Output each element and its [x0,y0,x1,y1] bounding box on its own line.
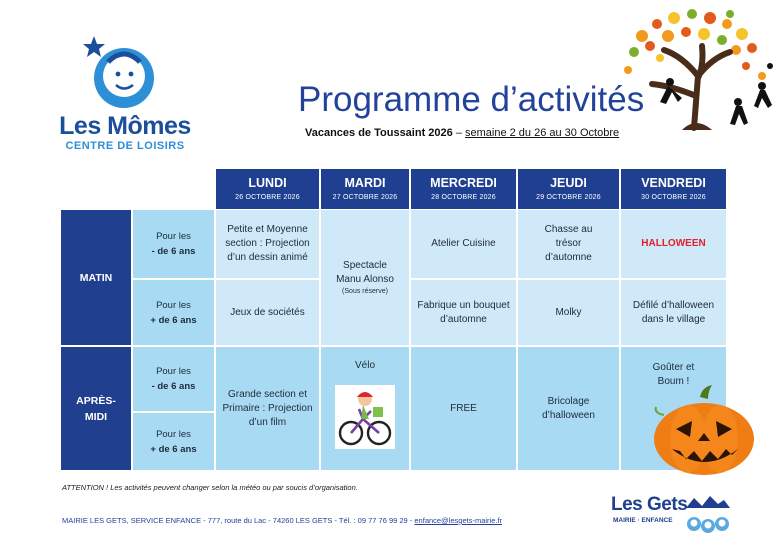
mercredi-morning-over6 [411,280,516,345]
activity-text: Défilé d’halloween dans le village [632,299,715,325]
autumn-tree-illustration [612,6,780,136]
group-under6-afternoon [133,347,214,411]
day-date: 26 OCTOBRE 2026 [235,193,300,201]
bicycle-kid-image [335,385,395,449]
contact-email-link[interactable]: enfance@lesgets-mairie.fr [414,516,503,525]
period-apres-midi [61,347,131,470]
period-label-line1: APRÈS- [76,394,116,407]
activity-text-halloween: HALLOWEEN [641,238,706,249]
header-mardi [321,169,409,209]
day-label: VENDREDI [641,175,706,190]
day-label: MARDI [344,175,386,190]
activity-text: Petite et Moyenne section : Projection d’un dessin animé [225,224,310,263]
contact-line [62,516,502,525]
group-age: - de 6 ans [151,246,196,257]
activity-text: Atelier Cuisine [431,238,496,249]
page-title: Programme d’activités [298,80,645,119]
logo-name: Les Mômes [59,112,191,140]
lundi-morning-under6 [216,210,319,278]
group-prefix: Pour les [156,231,191,242]
group-prefix: Pour les [156,299,191,311]
logo-subtitle: CENTRE DE LOISIRS [65,140,185,152]
header-lundi [216,169,319,209]
les-gets-brand: Les Gets [611,494,688,515]
group-prefix: Pour les [156,428,191,440]
lundi-afternoon [216,347,319,470]
day-label: LUNDI [248,175,287,190]
period-matin [61,210,131,345]
mercredi-afternoon [411,347,516,470]
pumpkin-icon [652,385,756,478]
group-over6-morning [133,280,214,345]
vendredi-morning-under6 [621,210,726,278]
activity-text: Goûter et Boum ! [652,362,695,387]
subtitle-holiday: Vacances de Toussaint 2026 [305,127,453,139]
group-over6-afternoon [133,413,214,470]
day-date: 27 OCTOBRE 2026 [332,193,398,201]
jeudi-afternoon [518,347,619,470]
period-label-line2: MIDI [84,410,108,423]
activity-text: Vélo [354,360,375,371]
day-label: MERCREDI [430,175,497,190]
les-momes-logo-icon [78,32,158,112]
les-gets-logo-icon [684,494,732,538]
group-prefix: Pour les [156,366,191,377]
mardi-morning [321,210,409,345]
attention-note: ATTENTION ! Les activités peuvent changer selon la météo ou par soucis d’organisation. [62,483,358,492]
group-age: + de 6 ans [150,443,197,455]
page-subtitle [305,127,619,139]
group-under6-morning [133,210,214,278]
jeudi-morning-over6 [518,280,619,345]
header-mercredi [411,169,516,209]
day-date: 30 OCTOBRE 2026 [641,193,706,201]
vendredi-morning-over6 [621,280,726,345]
header-vendredi [621,169,726,209]
group-age: + de 6 ans [150,314,197,326]
activity-text: Spectacle Manu Alonso [336,259,394,285]
activity-text: Jeux de sociétés [230,306,305,318]
les-gets-subtitle: MAIRIE · ENFANCE [613,517,673,524]
mercredi-morning-under6 [411,210,516,278]
contact-address: MAIRIE LES GETS, SERVICE ENFANCE - 777, route du Lac - 74260 LES GETS - Tél. : 09 77 76 99 29 - [62,516,415,525]
children-silhouettes [660,63,773,125]
day-label: JEUDI [550,175,587,190]
mardi-afternoon [321,347,409,470]
activity-text: Bricolage d’halloween [542,395,595,421]
activity-text: FREE [450,402,477,414]
activity-text: Grande section et Primaire : Projection d’un film [222,388,313,428]
period-label: MATIN [79,271,113,284]
activity-note: (Sous réserve) [342,287,388,295]
header-jeudi [518,169,619,209]
activity-text: Fabrique un bouquet d’automne [417,299,510,325]
jeudi-morning-under6 [518,210,619,278]
subtitle-week: semaine 2 du 26 au 30 Octobre [465,127,620,139]
lundi-morning-over6 [216,280,319,345]
day-date: 28 OCTOBRE 2026 [431,193,496,201]
activity-text: Chasse au trésor d’automne [544,224,593,263]
subtitle-dash: – [452,127,465,139]
activity-text: Molky [555,306,582,318]
group-age: - de 6 ans [151,381,196,392]
day-date: 29 OCTOBRE 2026 [536,193,601,201]
